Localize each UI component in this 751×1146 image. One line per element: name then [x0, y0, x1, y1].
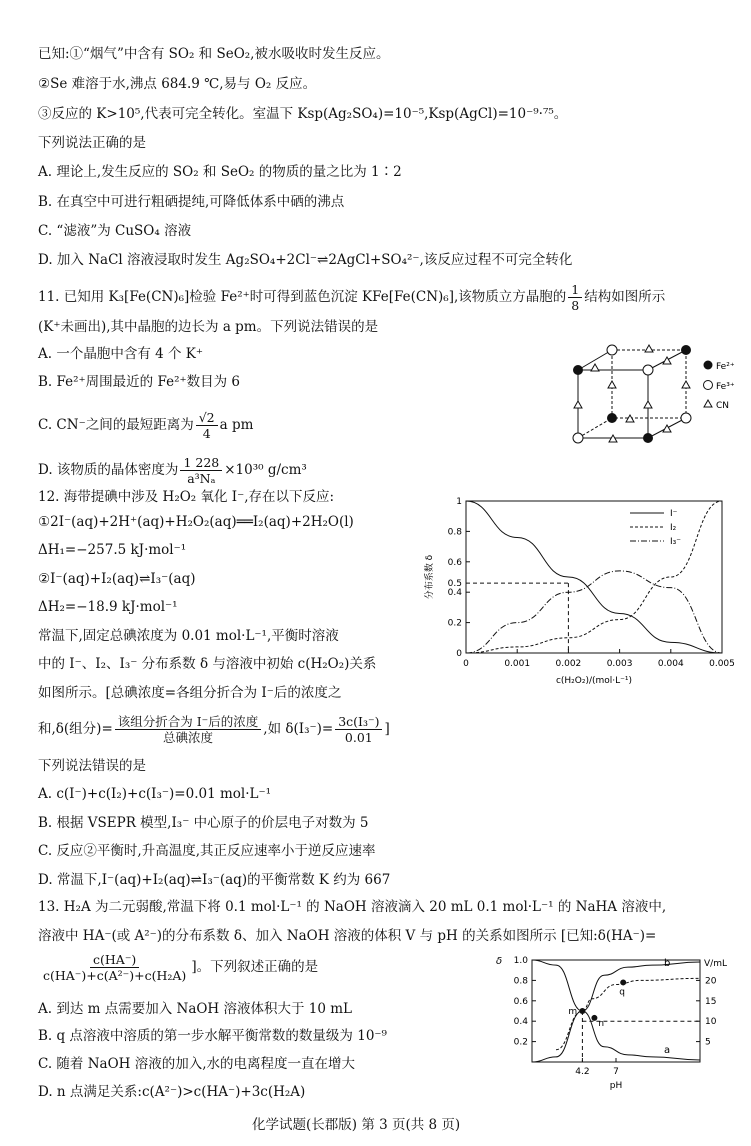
cn-ions [574, 345, 690, 442]
curve-a [532, 960, 700, 1060]
q12-option-a[interactable]: A. c(I⁻)+c(I₂)+c(I₃⁻)=0.01 mol·L⁻¹ [38, 786, 272, 802]
q13-stem-3: $\frac{c(HA^-)}{\text{c(HA⁻)+c(A²⁻)+c(H₂A)}}$ ]。下列叙述正确的是 [43, 952, 319, 983]
fe3-ions [573, 345, 691, 443]
q12-enthalpy-1: ΔH₁=−257.5 kJ·mol⁻¹ [38, 542, 187, 558]
known-line-2: ②Se 难溶于水,沸点 684.9 ℃,易与 O₂ 反应。 [38, 76, 317, 92]
legend-fe2: Fe²⁺ [716, 362, 735, 372]
q11-stem-line-1: 11. 已知用 K₃[Fe(CN)₆]检验 Fe²⁺时可得到蓝色沉淀 KFe[Fe(CN)₆],该物质立方晶胞的 $\frac{1}{8}$ 结构如图所示 [38, 282, 666, 313]
q13-option-d[interactable]: D. n 点满足关系:c(A²⁻)>c(HA⁻)+3c(H₂A) [38, 1084, 306, 1100]
cell-front-face [578, 370, 648, 438]
y-tick-label: 0.2 [447, 618, 462, 629]
point-n-label: n [598, 1018, 605, 1029]
option-d[interactable]: D. 加入 NaCl 溶液浸取时发生 Ag₂SO₄+2Cl⁻⇌2AgCl+SO₄²⁻,该反应过程不可完全转化 [38, 252, 573, 268]
q12-para-2: 中的 I⁻、I₂、I₃⁻ 分布系数 δ 与溶液中初始 c(H₂O₂)关系 [38, 656, 377, 672]
annotation-label: 0.5 [447, 579, 462, 590]
x-tick-label: 0.002 [555, 659, 582, 669]
y2-axis-label: V/mL [704, 959, 727, 969]
legend-label: I₃⁻ [670, 537, 682, 547]
q12-option-c[interactable]: C. 反应②平衡时,升高温度,其正反应速率小于逆反应速率 [38, 843, 376, 859]
q11-stem-line-2: (K⁺未画出),其中晶胞的边长为 a pm。下列说法错误的是 [38, 319, 379, 335]
q12-reaction-2: ②I⁻(aq)+I₂(aq)⇌I₃⁻(aq) [38, 571, 196, 587]
q12-para-1: 常温下,固定总碘浓度为 0.01 mol·L⁻¹,平衡时溶液 [38, 628, 339, 644]
x-tick-label: 0.001 [504, 659, 531, 669]
plot-frame [466, 501, 722, 653]
q13-option-a[interactable]: A. 到达 m 点需要加入 NaOH 溶液体积大于 10 mL [38, 1001, 353, 1017]
q12-reaction-1: ①2I⁻(aq)+2H⁺(aq)+H₂O₂(aq)══I₂(aq)+2H₂O(l) [38, 514, 354, 530]
q13-stem-2: 溶液中 HA⁻(或 A²⁻)的分布系数 δ、加入 NaOH 溶液的体积 V 与 pH 的关系如图所示 [已知:δ(HA⁻)= [38, 928, 657, 944]
curve-b-label: b [664, 958, 671, 970]
y-tick-label: 0.2 [513, 1037, 528, 1048]
y-axis-label: δ [496, 956, 503, 967]
y-tick-label: 0.8 [447, 527, 462, 538]
legend-cn: CN [716, 401, 730, 411]
q12-para-3: 如图所示。[总碘浓度=各组分折合为 I⁻后的浓度之 [38, 685, 342, 701]
crystal-legend [704, 361, 735, 412]
point-m [579, 1008, 585, 1014]
y-tick-label: 0.4 [447, 588, 462, 599]
x-tick-label: 7 [613, 1067, 619, 1077]
series-2 [466, 501, 722, 653]
fe2-ions [573, 345, 691, 443]
known-line-1: 已知:①“烟气”中含有 SO₂ 和 SeO₂,被水吸收时发生反应。 [38, 46, 390, 62]
point-q-label: q [619, 987, 625, 998]
q13-option-c[interactable]: C. 随着 NaOH 溶液的加入,水的电离程度一直在增大 [38, 1056, 356, 1072]
q11-option-d[interactable]: D. 该物质的晶体密度为 $\frac{1 228}{\text{a³Nₐ}}$ ×10³⁰ g/cm³ [38, 455, 307, 486]
series-1 [466, 501, 722, 653]
y-tick-label: 0 [456, 649, 462, 659]
point-q [620, 979, 626, 985]
legend-label: I₂ [670, 523, 677, 533]
x-tick-label: 0.004 [657, 659, 684, 669]
crystal-cell-figure [560, 338, 750, 450]
q12-enthalpy-2: ΔH₂=−18.9 kJ·mol⁻¹ [38, 599, 178, 615]
option-c[interactable]: C. “滤液”为 CuSO₄ 溶液 [38, 223, 192, 239]
q13-stem-1: 13. H₂A 为二元弱酸,常温下将 0.1 mol·L⁻¹ 的 NaOH 溶液滴入 20 mL 0.1 mol·L⁻¹ 的 NaHA 溶液中, [38, 899, 667, 915]
x-tick-label: 0.003 [606, 659, 633, 669]
x-tick-label: 4.2 [575, 1067, 590, 1077]
x-axis-label: c(H₂O₂)/(mol·L⁻¹) [555, 676, 633, 686]
y-axis-label: 分布系数 δ [425, 554, 435, 600]
q13-ph-chart [490, 950, 748, 1100]
q12-para-4: 和,δ(组分)= $\frac{\text{该组分折合为 I⁻后的浓度}}{\text{总碘浓度}}$ ,如 δ(I₃⁻)= $\frac{\text{3c(I₃⁻)}}{0.01}$ ] [38, 714, 390, 745]
known-line-3: ③反应的 K>10⁵,代表可完全转化。室温下 Ksp(Ag₂SO₄)=10⁻⁵,Ksp(AgCl)=10⁻⁹·⁷⁵。 [38, 106, 568, 122]
point-m-label: m [568, 1007, 578, 1017]
y-tick-label: 0.6 [513, 996, 528, 1007]
q12-option-b[interactable]: B. 根据 VSEPR 模型,I₃⁻ 中心原子的价层电子对数为 5 [38, 815, 369, 831]
y-tick-label: 0.8 [513, 976, 528, 987]
option-b[interactable]: B. 在真空中可进行粗硒提纯,可降低体系中硒的沸点 [38, 194, 345, 210]
option-a[interactable]: A. 理论上,发生反应的 SO₂ 和 SeO₂ 的物质的量之比为 1∶2 [38, 164, 402, 180]
y-tick-label: 0.4 [513, 1017, 528, 1028]
plot-frame [532, 960, 700, 1062]
q13-option-b[interactable]: B. q 点溶液中溶质的第一步水解平衡常数的数量级为 10⁻⁹ [38, 1028, 387, 1044]
x-tick-label: 0.005 [709, 659, 735, 669]
x-axis-label: pH [609, 1081, 623, 1091]
x-tick-label: 0 [463, 659, 469, 669]
legend-label: I⁻ [670, 509, 678, 519]
y2-tick-label: 15 [705, 996, 717, 1007]
y2-tick-label: 20 [705, 976, 717, 987]
curve-a-label: a [664, 1044, 671, 1056]
y-tick-label: 0.6 [447, 557, 462, 568]
curve-b [532, 962, 700, 1062]
q12-option-d[interactable]: D. 常温下,I⁻(aq)+I₂(aq)⇌I₃⁻(aq)的平衡常数 K 约为 667 [38, 872, 391, 888]
q11-option-b[interactable]: B. Fe²⁺周围最近的 Fe²⁺数目为 6 [38, 374, 240, 390]
legend-fe3: Fe³⁺ [716, 382, 735, 392]
q12-distribution-chart [418, 493, 746, 693]
page-footer: 化学试题(长郡版) 第 3 页(共 8 页) [252, 1117, 461, 1133]
y-tick-label: 1 [456, 497, 462, 507]
fraction-one-eighth: $\frac{1}{8}$ [568, 282, 582, 313]
q12-stem: 12. 海带提碘中涉及 H₂O₂ 氧化 I⁻,存在以下反应: [38, 489, 335, 505]
y-tick-label: 1.0 [513, 956, 528, 966]
y2-tick-label: 5 [705, 1037, 711, 1048]
q12-question: 下列说法错误的是 [38, 758, 146, 774]
y2-tick-label: 10 [705, 1017, 717, 1028]
question-prompt: 下列说法正确的是 [38, 135, 146, 151]
q11-option-c[interactable]: C. CN⁻之间的最短距离为 $\frac{√2}{4}$ a pm [38, 410, 254, 441]
point-n [591, 1015, 597, 1021]
q11-option-a[interactable]: A. 一个晶胞中含有 4 个 K⁺ [38, 346, 204, 362]
